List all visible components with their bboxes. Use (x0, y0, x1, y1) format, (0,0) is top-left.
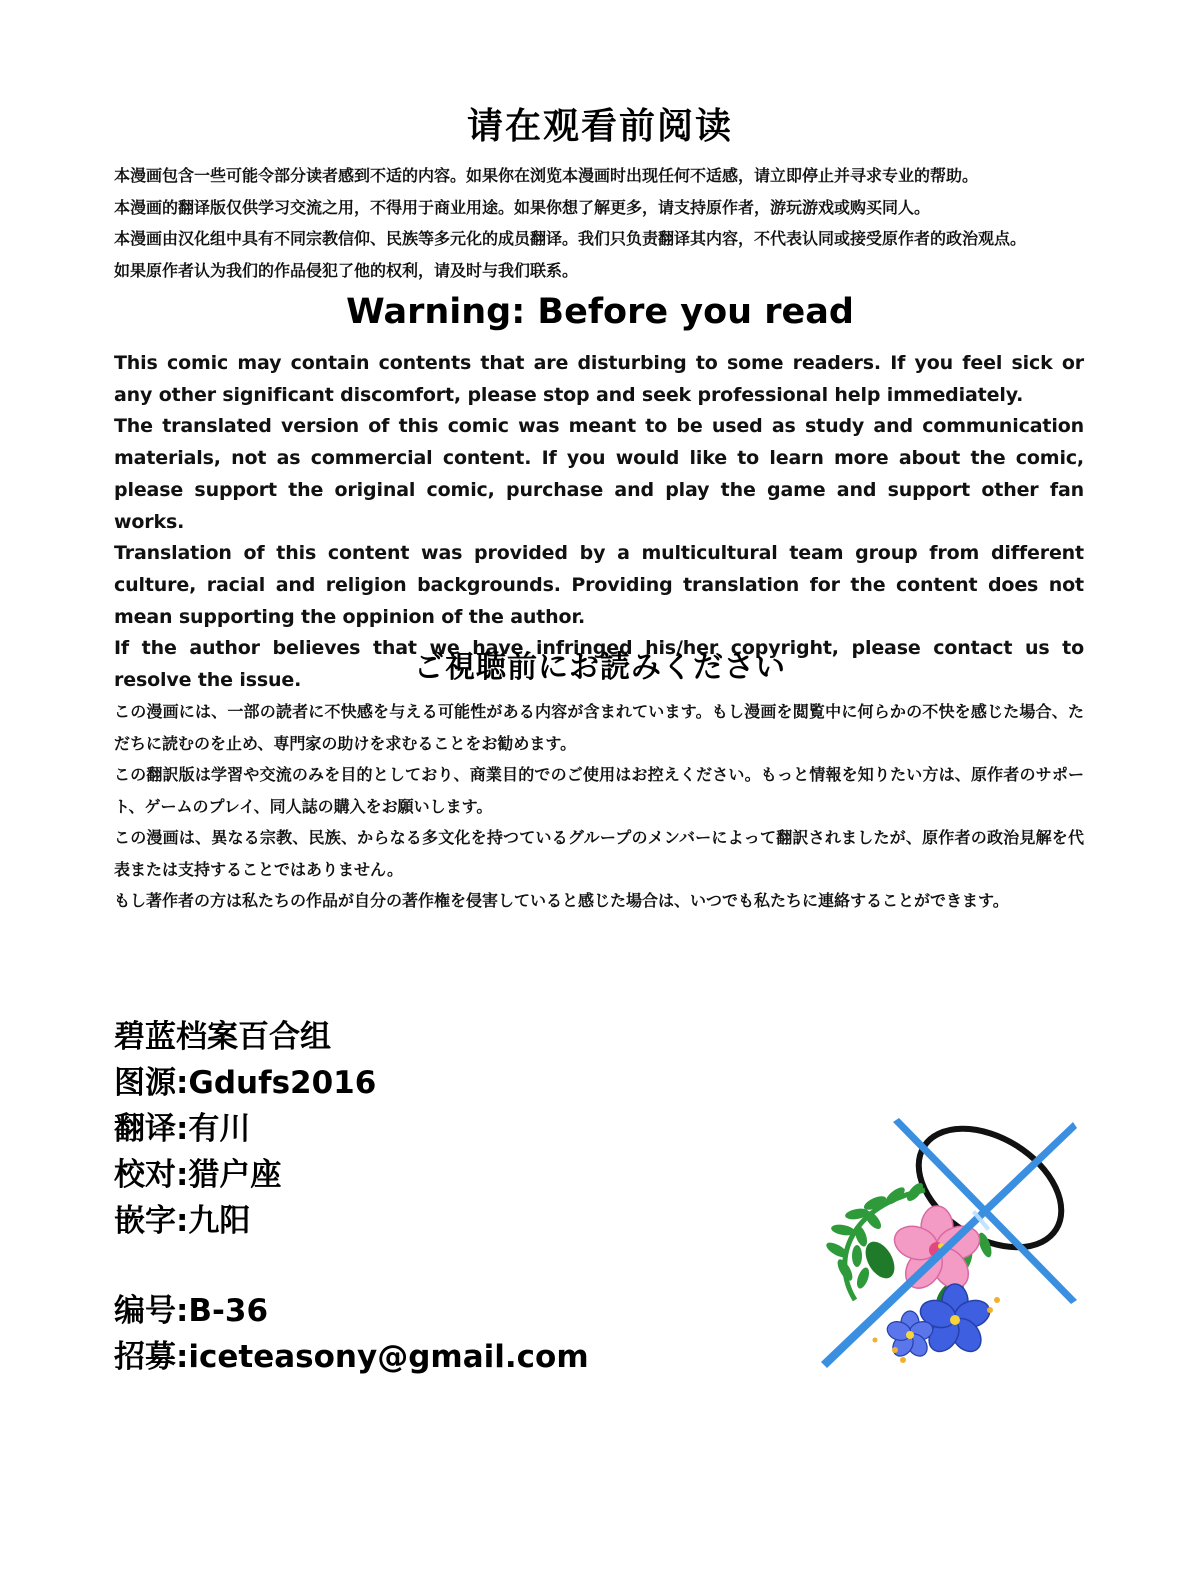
spacer (114, 1244, 589, 1288)
japanese-paragraph: もし著作者の方は私たちの作品が自分の著作権を侵害していると感じた場合は、いつでも私たちに連絡することができます。 (114, 891, 1009, 910)
japanese-paragraph: この漫画は、異なる宗教、民族、からなる多文化を持つているグループのメンバーによって翻訳されましたが、原作者の政治見解を代表または支持することではありません。 (114, 828, 1084, 879)
japanese-paragraph: この翻訳版は学習や交流のみを目的としており、商業目的でのご使用はお控えください。もっと情報を知りたい方は、原作者のサポート、ゲームのプレイ、同人誌の購入をお願いします。 (114, 765, 1084, 816)
chinese-paragraph: 如果原作者认为我们的作品侵犯了他的权利，请及时与我们联系。 (114, 260, 579, 280)
credit-typesetter: 嵌字:九阳 (114, 1203, 251, 1239)
english-paragraph: If the author believes that we have infringed his/her copyright, please contact us to resolve the issue. (114, 637, 1084, 692)
japanese-notice (114, 696, 1084, 917)
flower-cross-logo-icon (815, 1110, 1085, 1375)
credit-number: 编号:B-36 (114, 1293, 269, 1329)
credit-translator: 翻译:有川 (114, 1111, 251, 1147)
japanese-heading: ご視聴前にお読みください (414, 650, 786, 685)
japanese-paragraph: この漫画には、一部の読者に不快感を与える可能性がある内容が含まれています。もし漫画を閲覧中に何らかの不快を感じた場合、ただちに読むのを止め、専門家の助けを求むることをお勧めます。 (114, 702, 1084, 753)
english-paragraph: Translation of this content was provided by a multicultural team group from different culture, racial and religion backgrounds. Providing translation for the content does not mean supporting the oppinion of the author. (114, 542, 1084, 628)
credits (114, 1014, 589, 1380)
credit-source: 图源:Gdufs2016 (114, 1065, 377, 1101)
english-paragraph: The translated version of this comic was meant to be used as study and communication materials, not as commercial content. If you would like to learn more about the comic, please support the original comic, purchase and play the game and support other fan works. (114, 415, 1084, 533)
chinese-paragraph: 本漫画包含一些可能令部分读者感到不适的内容。如果你在浏览本漫画时出现任何不适感，请立即停止并寻求专业的帮助。 (114, 166, 979, 185)
chinese-paragraph: 本漫画由汉化组中具有不同宗教信仰、民族等多元化的成员翻译。我们只负责翻译其内容，不代表认同或接受原作者的政治观点。 (114, 229, 1027, 248)
english-heading: Warning: Before you read (346, 292, 854, 332)
credit-proofreader: 校对:猎户座 (114, 1157, 282, 1193)
chinese-notice (114, 160, 1084, 286)
english-paragraph: This comic may contain contents that are disturbing to some readers. If you feel sick or any other significant discomfort, please stop and seek professional help immediately. (114, 352, 1084, 406)
chinese-heading: 请在观看前阅读 (466, 106, 733, 147)
chinese-paragraph: 本漫画的翻译版仅供学习交流之用，不得用于商业用途。如果你想了解更多，请支持原作者，游玩游戏或购买同人。 (114, 197, 931, 217)
group-name: 碧蓝档案百合组 (114, 1019, 331, 1055)
credit-recruit-email: 招募:iceteasony@gmail.com (114, 1339, 589, 1375)
